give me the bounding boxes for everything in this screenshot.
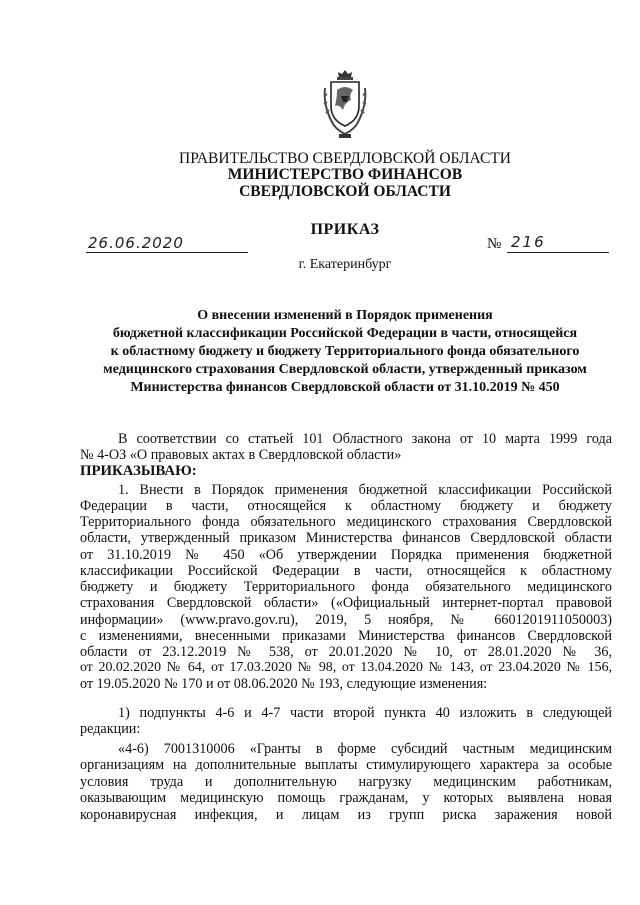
body-line: 1) подпункты 4-6 и 4-7 части второй пункта 40 изложить в следующей — [118, 705, 612, 721]
body-line: условия труда и дополнительную нагрузку медицинским работникам, — [80, 774, 612, 790]
body-line: от 31.10.2019 № 450 «Об утверждении Порядка применения бюджетной — [80, 547, 612, 563]
document-type: ПРИКАЗ — [310, 221, 380, 238]
body-line: области от 23.12.2019 № 538, от 20.01.2020 № 10, от 28.01.2020 № 36, — [80, 644, 612, 660]
body-line: редакции: — [80, 721, 141, 737]
body-line: 1. Внести в Порядок применения бюджетной классификации Российской — [118, 482, 612, 498]
order-title — [80, 307, 610, 397]
title-line: Министерства финансов Свердловской области от 31.10.2019 № 450 — [130, 380, 560, 395]
government-name: ПРАВИТЕЛЬСТВО СВЕРДЛОВСКОЙ ОБЛАСТИ — [179, 150, 511, 167]
city: г. Екатеринбург — [298, 257, 392, 272]
body-line: В соответствии со статьей 101 Областного закона от 10 марта 1999 года — [118, 431, 612, 447]
body-line: области, утвержденный приказом Министерства финансов Свердловской области — [80, 530, 612, 546]
coat-of-arms-emblem — [321, 68, 369, 142]
title-line: медицинского страхования Свердловской области, утвержденный приказом — [103, 362, 587, 377]
order-date: 26.06.2020 — [86, 234, 248, 253]
body-line: Федерации в части, относящейся к областному бюджету и бюджету — [80, 498, 612, 514]
region-name: СВЕРДЛОВСКОЙ ОБЛАСТИ — [239, 183, 451, 200]
body-line: классификации Российской Федерации в части, относящейся к областному — [80, 563, 612, 579]
ministry-name: МИНИСТЕРСТВО ФИНАНСОВ — [227, 166, 463, 183]
body-line: бюджету и бюджету Территориального фонда обязательного медицинского — [80, 579, 612, 595]
body-line: от 19.05.2020 № 170 и от 08.06.2020 № 193, следующие изменения: — [80, 676, 488, 692]
body-line: оказывающим медицинскую помощь гражданам, у которых выявлена новая — [80, 790, 612, 806]
body-line: с изменениями, внесенными приказами Министерства финансов Свердловской — [80, 628, 612, 644]
body-line: Территориального фонда обязательного медицинского страхования Свердловской — [80, 514, 612, 530]
title-line: бюджетной классификации Российской Федерации в части, относящейся — [112, 326, 578, 341]
title-line: к областному бюджету и бюджету Территориального фонда обязательного — [110, 344, 580, 359]
title-line: О внесении изменений в Порядок применения — [197, 308, 493, 323]
body-line: коронавирусная инфекция, и лицам из групп риска заражения новой — [80, 807, 612, 823]
body-line: организациям на дополнительные выплаты стимулирующего характера за особые — [80, 757, 612, 773]
body-line: информации» (www.pravo.gov.ru), 2019, 5 ноября, № 6601201911050003) — [80, 612, 612, 628]
number-sign: № — [487, 236, 502, 252]
order-number: 216 — [507, 233, 609, 253]
body-line: страхования Свердловской области» («Официальный интернет-портал правовой — [80, 595, 612, 611]
body-line: № 4-ОЗ «О правовых актах в Свердловской области» — [80, 447, 402, 463]
body-line: «4-6) 7001310006 «Гранты в форме субсидий частным медицинским — [118, 741, 612, 757]
body-line-prikazyvayu: ПРИКАЗЫВАЮ: — [80, 463, 197, 479]
body-line: от 20.02.2020 № 64, от 17.03.2020 № 98, от 13.04.2020 № 143, от 23.04.2020 № 156, — [80, 660, 612, 675]
